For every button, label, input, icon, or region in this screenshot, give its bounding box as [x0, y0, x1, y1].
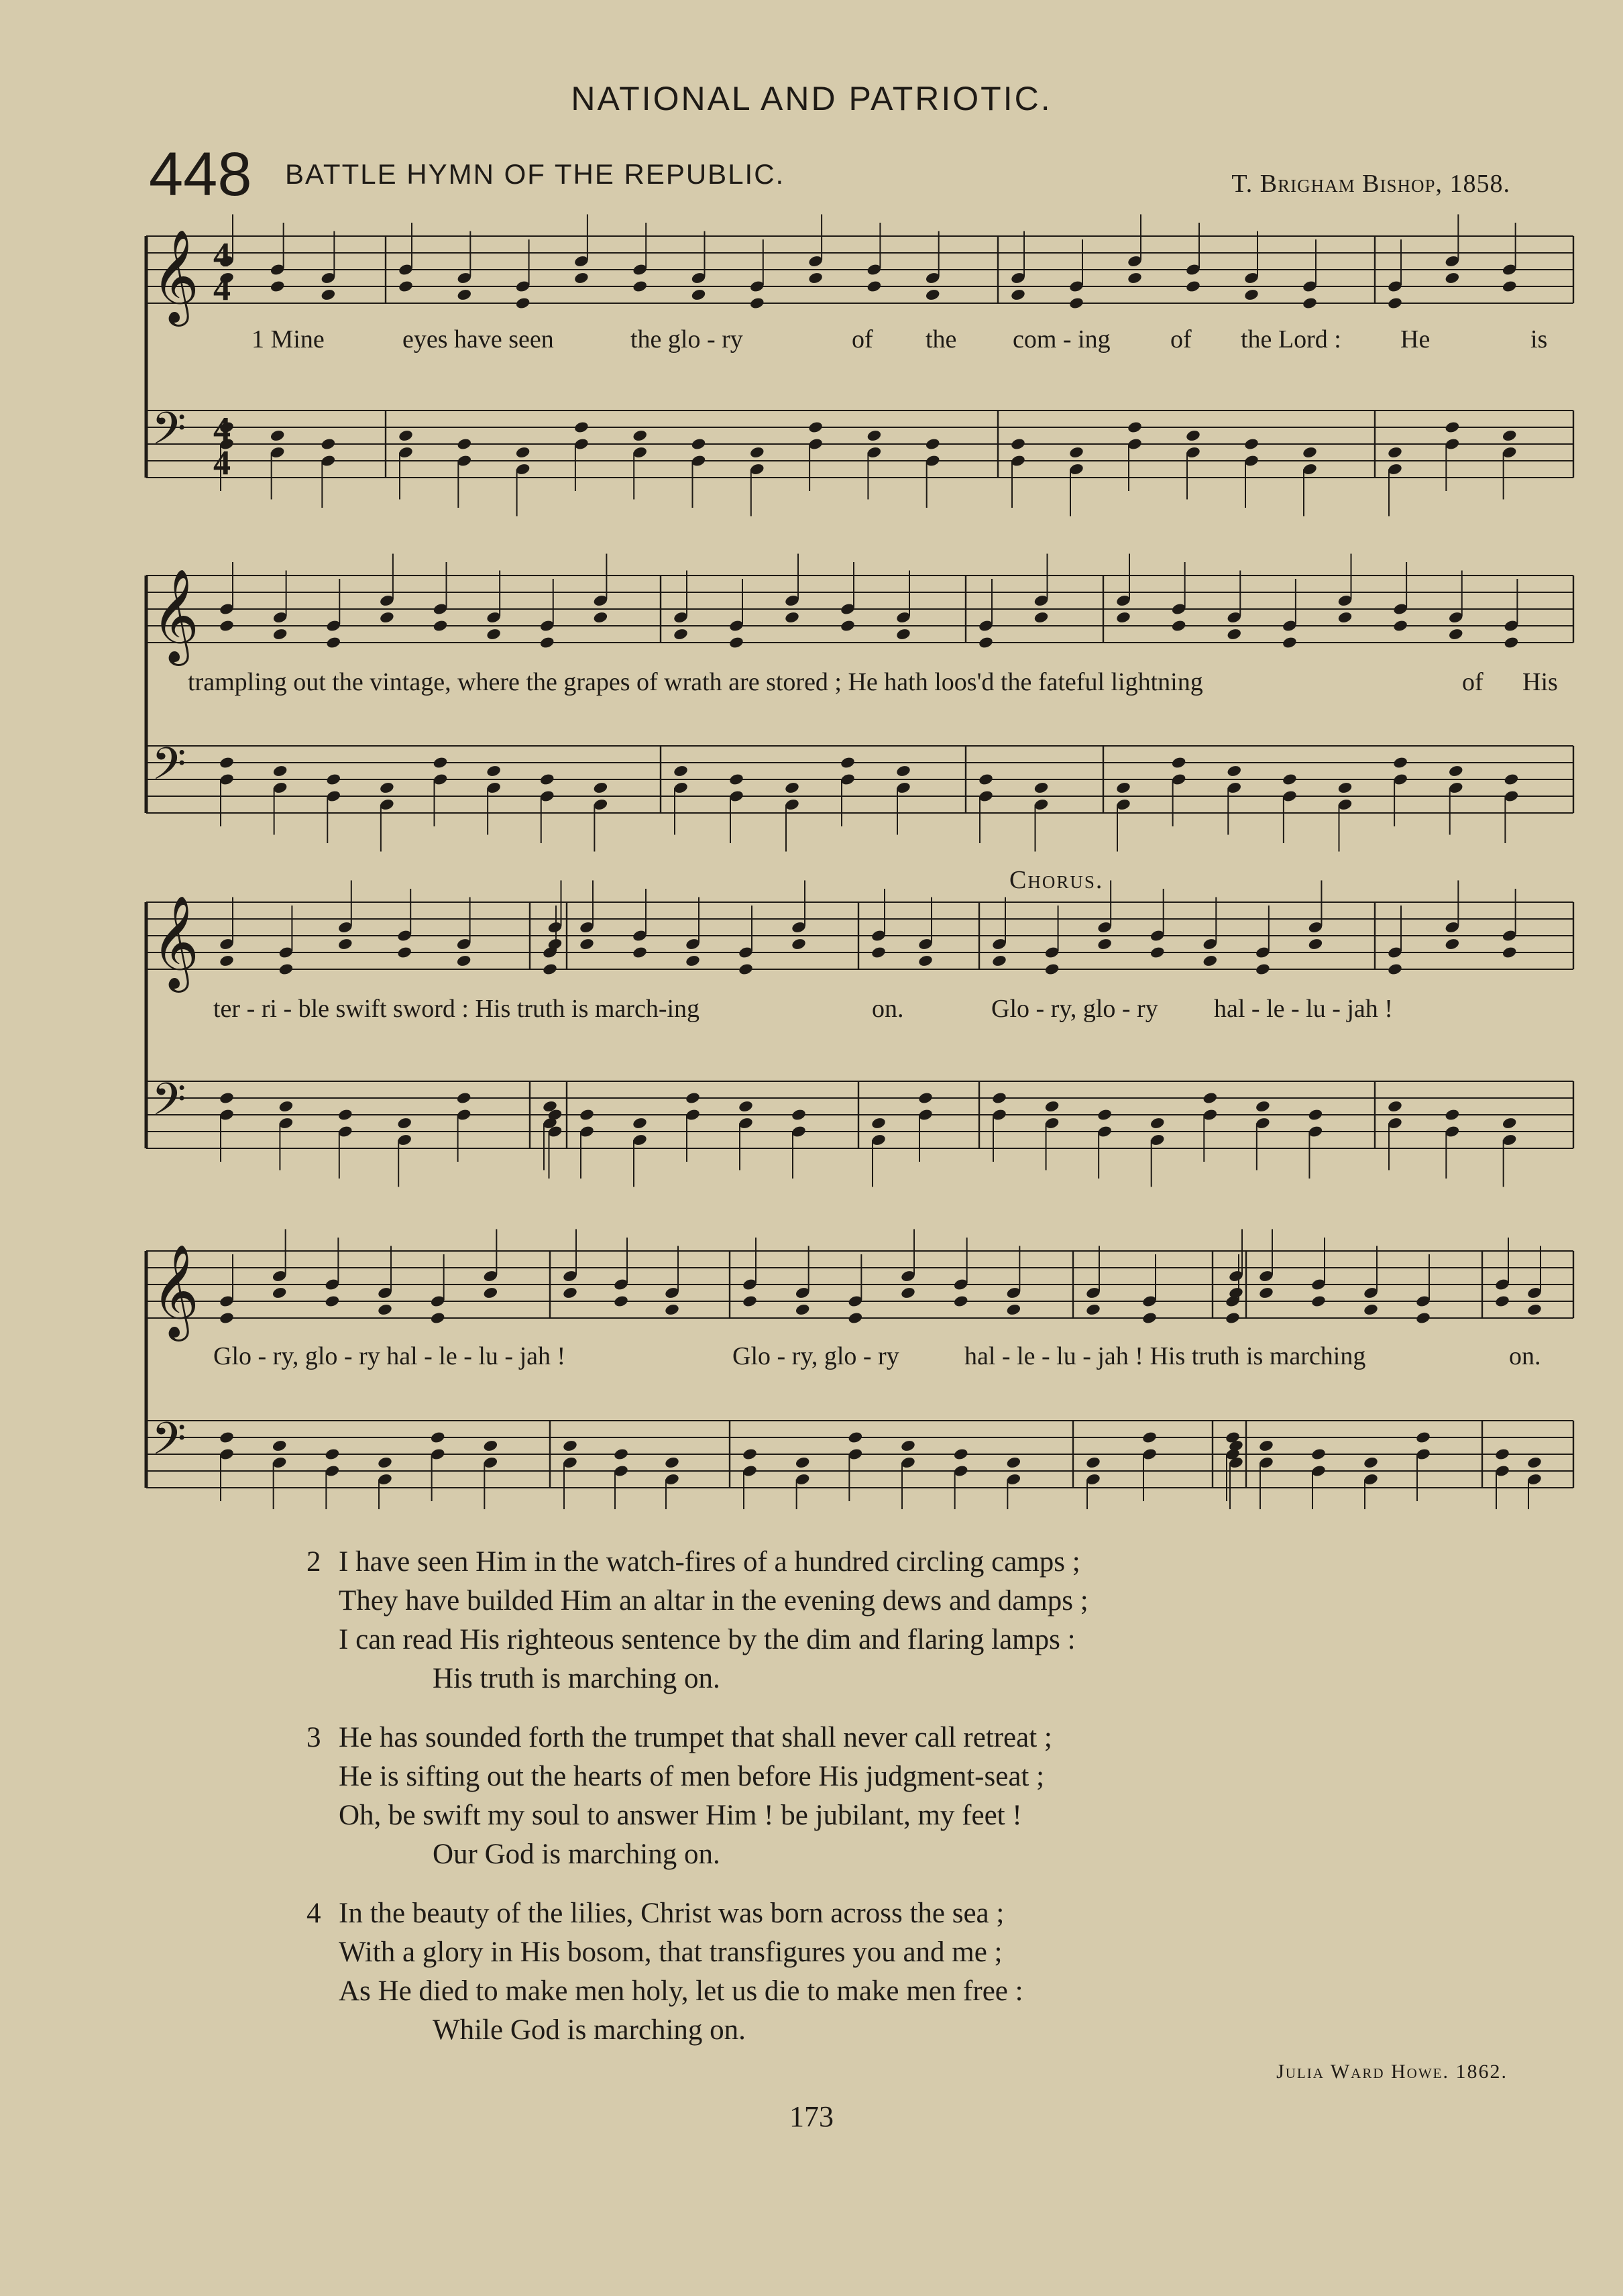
- bass-note-head: [1150, 1117, 1166, 1130]
- bass-note-head: [664, 1456, 680, 1470]
- verse-number: 3: [306, 1722, 321, 1753]
- treble-note-head: [917, 954, 934, 968]
- treble-note-head: [613, 1295, 629, 1308]
- lyric-syllable: hal - le - lu - jah ! His truth is marching: [964, 1342, 1366, 1370]
- treble-note-head: [1310, 1295, 1327, 1308]
- bass-note-head: [270, 429, 286, 443]
- bass-note-head: [807, 421, 824, 434]
- bass-note-head: [1006, 1456, 1022, 1470]
- bass-note-head: [953, 1447, 969, 1461]
- verse-refrain-line: His truth is marching on.: [433, 1663, 720, 1694]
- bass-note-head: [1502, 429, 1518, 443]
- verse-line: They have builded Him an altar in the evening dews and damps ;: [339, 1585, 1088, 1617]
- bass-note-head: [562, 1439, 578, 1453]
- bass-note-head: [791, 1108, 807, 1122]
- treble-note-head: [1150, 946, 1166, 959]
- verse-line: 4 In the beauty of the lilies, Christ was born across the sea ;: [339, 1894, 1088, 1933]
- treble-note-head: [579, 938, 595, 951]
- treble-note-head: [483, 1287, 499, 1300]
- treble-note-head: [486, 628, 502, 641]
- treble-note-head: [1202, 954, 1218, 968]
- treble-note-head: [1502, 280, 1518, 293]
- bass-note-head: [1255, 1100, 1271, 1113]
- bass-note-head: [483, 1439, 499, 1453]
- bass-note-head: [593, 781, 609, 795]
- treble-note-head: [337, 938, 353, 951]
- treble-note-head: [1115, 611, 1131, 624]
- bass-note-head: [398, 429, 414, 443]
- bass-note-head: [1387, 446, 1403, 459]
- treble-note-head: [1445, 938, 1461, 951]
- treble-note-head: [691, 288, 707, 302]
- bass-note-head: [1044, 1100, 1060, 1113]
- treble-note-head: [1141, 1311, 1158, 1325]
- treble-note-head: [685, 954, 701, 968]
- bass-note-head: [396, 1117, 412, 1130]
- bass-note-head: [573, 421, 590, 434]
- treble-note-head: [664, 1303, 680, 1317]
- bass-note-head: [219, 1431, 235, 1444]
- verse-2: [306, 1543, 1088, 1698]
- lyric-syllable: the glo - ry: [630, 325, 743, 353]
- bass-note-head: [1494, 1447, 1510, 1461]
- treble-note-head: [430, 1311, 446, 1325]
- treble-note-head: [1502, 946, 1518, 959]
- treble-note-head: [1097, 938, 1113, 951]
- bass-note-head: [632, 1117, 648, 1130]
- treble-note-head: [1127, 272, 1143, 285]
- lyric-syllable: the Lord :: [1241, 325, 1341, 353]
- treble-note-head: [272, 628, 288, 641]
- bass-note-head: [991, 1091, 1007, 1105]
- bass-note-head: [895, 765, 911, 778]
- verses: [306, 1543, 1088, 2070]
- bass-note-head: [272, 765, 288, 778]
- treble-note-head: [1302, 296, 1318, 310]
- bass-note-head: [866, 429, 883, 443]
- bass-note-head: [1258, 1439, 1274, 1453]
- bass-note-head: [1115, 781, 1131, 795]
- bass-note-head: [978, 773, 994, 786]
- bass-note-head: [377, 1456, 393, 1470]
- verse-number: 2: [306, 1546, 321, 1578]
- bass-note-head: [632, 429, 648, 443]
- bass-note-head: [1141, 1431, 1158, 1444]
- treble-note-head: [219, 954, 235, 968]
- bass-note-head: [379, 781, 395, 795]
- verse-3: [306, 1718, 1088, 1874]
- bass-note-head: [1097, 1108, 1113, 1122]
- bass-clef-icon: 𝄢: [152, 1073, 186, 1136]
- lyric-syllable: Glo - ry, glo - ry: [991, 995, 1158, 1023]
- treble-note-head: [1494, 1295, 1510, 1308]
- bass-note-head: [1068, 446, 1084, 459]
- verse-number: 4: [306, 1898, 321, 1929]
- treble-note-head: [377, 1303, 393, 1317]
- bass-note-head: [1085, 1456, 1101, 1470]
- bass-note-head: [1127, 421, 1143, 434]
- bass-note-head: [1282, 773, 1298, 786]
- bass-note-head: [1387, 1100, 1403, 1113]
- lyric-syllable: He: [1400, 325, 1431, 353]
- treble-note-head: [321, 288, 337, 302]
- bass-clef-icon: 𝄢: [152, 402, 186, 466]
- bass-note-head: [1502, 1117, 1518, 1130]
- bass-note-head: [1033, 781, 1050, 795]
- treble-note-head: [539, 636, 555, 649]
- bass-note-head: [539, 773, 555, 786]
- treble-note-head: [379, 611, 395, 624]
- bass-note-head: [1445, 1108, 1461, 1122]
- treble-note-head: [562, 1287, 578, 1300]
- verse-refrain-line: While God is marching on.: [433, 2014, 746, 2046]
- bass-note-head: [515, 446, 531, 459]
- treble-note-head: [1085, 1303, 1101, 1317]
- bass-note-head: [917, 1091, 934, 1105]
- bass-note-head: [1308, 1108, 1324, 1122]
- bass-note-head: [685, 1091, 701, 1105]
- bass-note-head: [456, 1091, 472, 1105]
- hymn-number: 448: [149, 140, 252, 209]
- verse-line: Oh, be swift my soul to answer Him ! be jubilant, my feet !: [339, 1800, 1022, 1831]
- bass-note-head: [784, 781, 800, 795]
- bass-note-head: [1243, 437, 1260, 451]
- lyric-syllable: Glo - ry, glo - ry: [732, 1342, 899, 1370]
- bass-note-head: [1445, 421, 1461, 434]
- bass-note-head: [871, 1117, 887, 1130]
- lyric-syllable: of: [1170, 325, 1192, 353]
- lyric-syllable: on.: [872, 995, 904, 1023]
- treble-note-head: [219, 619, 235, 633]
- treble-note-head: [573, 272, 590, 285]
- treble-note-head: [1068, 296, 1084, 310]
- treble-note-head: [433, 619, 449, 633]
- treble-note-head: [632, 946, 648, 959]
- bass-note-head: [1226, 765, 1242, 778]
- treble-note-head: [1044, 963, 1060, 976]
- treble-note-head: [1010, 288, 1026, 302]
- verse-4: [306, 1894, 1088, 2050]
- time-signature: 4: [213, 270, 231, 308]
- treble-note-head: [1006, 1303, 1022, 1317]
- bass-note-head: [325, 1447, 341, 1461]
- treble-note-head: [807, 272, 824, 285]
- treble-note-head: [795, 1303, 811, 1317]
- bass-note-head: [430, 1431, 446, 1444]
- author-credit: Julia Ward Howe. 1862.: [1276, 2061, 1508, 2083]
- treble-note-head: [1033, 611, 1050, 624]
- page-number: 173: [789, 2100, 834, 2133]
- verse-line: 2 I have seen Him in the watch-fires of a hundred circling camps ;: [339, 1543, 1088, 1582]
- bass-note-head: [900, 1439, 916, 1453]
- bass-note-head: [457, 437, 473, 451]
- treble-note-head: [738, 963, 754, 976]
- treble-note-head: [1282, 636, 1298, 649]
- bass-note-head: [1171, 756, 1187, 769]
- time-signature: 4: [213, 411, 231, 449]
- lyric-syllable: of: [852, 325, 873, 353]
- bass-note-head: [1010, 437, 1026, 451]
- bass-note-head: [1448, 765, 1464, 778]
- treble-note-head: [1337, 611, 1353, 624]
- bass-note-head: [1202, 1091, 1218, 1105]
- treble-note-head: [866, 280, 883, 293]
- lyric-syllable: the: [926, 325, 957, 353]
- treble-note-head: [1392, 619, 1408, 633]
- treble-note-head: [398, 280, 414, 293]
- treble-note-head: [270, 280, 286, 293]
- treble-note-head: [1185, 280, 1201, 293]
- bass-note-head: [613, 1447, 629, 1461]
- bass-note-head: [925, 437, 941, 451]
- section-title: NATIONAL AND PATRIOTIC.: [571, 80, 1052, 117]
- time-signature: 4: [213, 236, 231, 274]
- treble-note-head: [457, 288, 473, 302]
- lyric-syllable: trampling out the vintage, where the grapes of wrath are stored ; He hath loos'd the fateful lightning: [188, 668, 1203, 696]
- bass-note-head: [1363, 1456, 1379, 1470]
- lyric-syllable: Glo - ry, glo - ry hal - le - lu - jah !: [213, 1342, 566, 1370]
- lyric-syllable: His: [1522, 668, 1558, 696]
- lyric-syllable: hal - le - lu - jah !: [1214, 995, 1393, 1023]
- treble-note-head: [272, 1287, 288, 1300]
- bass-note-head: [321, 437, 337, 451]
- treble-note-head: [895, 628, 911, 641]
- treble-note-head: [749, 296, 765, 310]
- lyric-syllable: 1 Mine: [251, 325, 325, 353]
- treble-note-head: [1258, 1287, 1274, 1300]
- bass-note-head: [579, 1108, 595, 1122]
- treble-note-head: [593, 611, 609, 624]
- lyric-syllable: ter - ri - ble swift sword : His truth is march-ing: [213, 995, 700, 1023]
- treble-note-head: [991, 954, 1007, 968]
- bass-note-head: [278, 1100, 294, 1113]
- verse-refrain-line: Our God is marching on.: [433, 1839, 720, 1870]
- composer-credit: T. Brigham Bishop, 1858.: [1231, 170, 1510, 198]
- bass-note-head: [795, 1456, 811, 1470]
- hymn-title: BATTLE HYMN OF THE REPUBLIC.: [285, 158, 785, 190]
- treble-note-head: [1448, 628, 1464, 641]
- treble-note-head: [515, 296, 531, 310]
- treble-note-head: [456, 954, 472, 968]
- treble-note-head: [1363, 1303, 1379, 1317]
- treble-note-head: [1445, 272, 1461, 285]
- bass-note-head: [1337, 781, 1353, 795]
- verse-line: With a glory in His bosom, that transfigures you and me ;: [339, 1936, 1003, 1968]
- treble-note-head: [1171, 619, 1187, 633]
- treble-note-head: [396, 946, 412, 959]
- bass-note-head: [1504, 773, 1520, 786]
- treble-note-head: [1225, 1311, 1241, 1325]
- bass-note-head: [1392, 756, 1408, 769]
- treble-note-head: [1226, 628, 1242, 641]
- treble-note-head: [325, 636, 341, 649]
- treble-note-head: [840, 619, 856, 633]
- bass-clef-icon: 𝄢: [152, 1413, 186, 1476]
- bass-note-head: [1526, 1456, 1543, 1470]
- chorus-label: Chorus.: [1009, 866, 1104, 894]
- treble-note-head: [542, 963, 558, 976]
- treble-note-head: [925, 288, 941, 302]
- bass-note-head: [848, 1431, 864, 1444]
- treble-note-head: [1243, 288, 1260, 302]
- treble-note-head: [900, 1287, 916, 1300]
- bass-note-head: [840, 756, 856, 769]
- treble-clef-icon: 𝄞: [152, 569, 199, 662]
- treble-note-head: [673, 628, 689, 641]
- lyric-syllable: on.: [1509, 1342, 1541, 1370]
- bass-note-head: [486, 765, 502, 778]
- verse-line: 3 He has sounded forth the trumpet that shall never call retreat ;: [339, 1718, 1088, 1757]
- treble-note-head: [871, 946, 887, 959]
- bass-note-head: [738, 1100, 754, 1113]
- treble-note-head: [1387, 963, 1403, 976]
- bass-note-head: [749, 446, 765, 459]
- treble-note-head: [791, 938, 807, 951]
- bass-note-head: [1310, 1447, 1327, 1461]
- bass-note-head: [1415, 1431, 1431, 1444]
- bass-note-head: [433, 756, 449, 769]
- verse-line: As He died to make men holy, let us die to make men free :: [339, 1975, 1023, 2007]
- treble-note-head: [1308, 938, 1324, 951]
- time-signature: 4: [213, 444, 231, 482]
- treble-note-head: [742, 1295, 758, 1308]
- bass-note-head: [219, 1091, 235, 1105]
- treble-note-head: [1526, 1303, 1543, 1317]
- treble-note-head: [278, 963, 294, 976]
- treble-note-head: [784, 611, 800, 624]
- treble-note-head: [728, 636, 744, 649]
- bass-note-head: [742, 1447, 758, 1461]
- verse-line: He is sifting out the hearts of men before His judgment-seat ;: [339, 1761, 1045, 1792]
- bass-note-head: [728, 773, 744, 786]
- bass-note-head: [272, 1439, 288, 1453]
- treble-clef-icon: 𝄞: [152, 1244, 199, 1337]
- lyric-syllable: eyes have seen: [402, 325, 554, 353]
- bass-note-head: [337, 1108, 353, 1122]
- treble-note-head: [325, 1295, 341, 1308]
- treble-note-head: [632, 280, 648, 293]
- treble-note-head: [978, 636, 994, 649]
- bass-note-head: [325, 773, 341, 786]
- verse-line: I can read His righteous sentence by the dim and flaring lamps :: [339, 1624, 1076, 1655]
- treble-note-head: [1504, 636, 1520, 649]
- bass-note-head: [673, 765, 689, 778]
- treble-note-head: [219, 1311, 235, 1325]
- bass-note-head: [691, 437, 707, 451]
- treble-note-head: [848, 1311, 864, 1325]
- treble-note-head: [953, 1295, 969, 1308]
- treble-note-head: [1387, 296, 1403, 310]
- lyric-syllable: of: [1462, 668, 1484, 696]
- lyric-syllable: com - ing: [1013, 325, 1111, 353]
- bass-clef-icon: 𝄢: [152, 738, 186, 801]
- treble-clef-icon: 𝄞: [152, 895, 199, 989]
- bass-note-head: [1185, 429, 1201, 443]
- treble-clef-icon: 𝄞: [152, 229, 199, 323]
- treble-note-head: [1255, 963, 1271, 976]
- bass-note-head: [219, 756, 235, 769]
- lyric-syllable: is: [1530, 325, 1548, 353]
- bass-note-head: [1302, 446, 1318, 459]
- treble-note-head: [1415, 1311, 1431, 1325]
